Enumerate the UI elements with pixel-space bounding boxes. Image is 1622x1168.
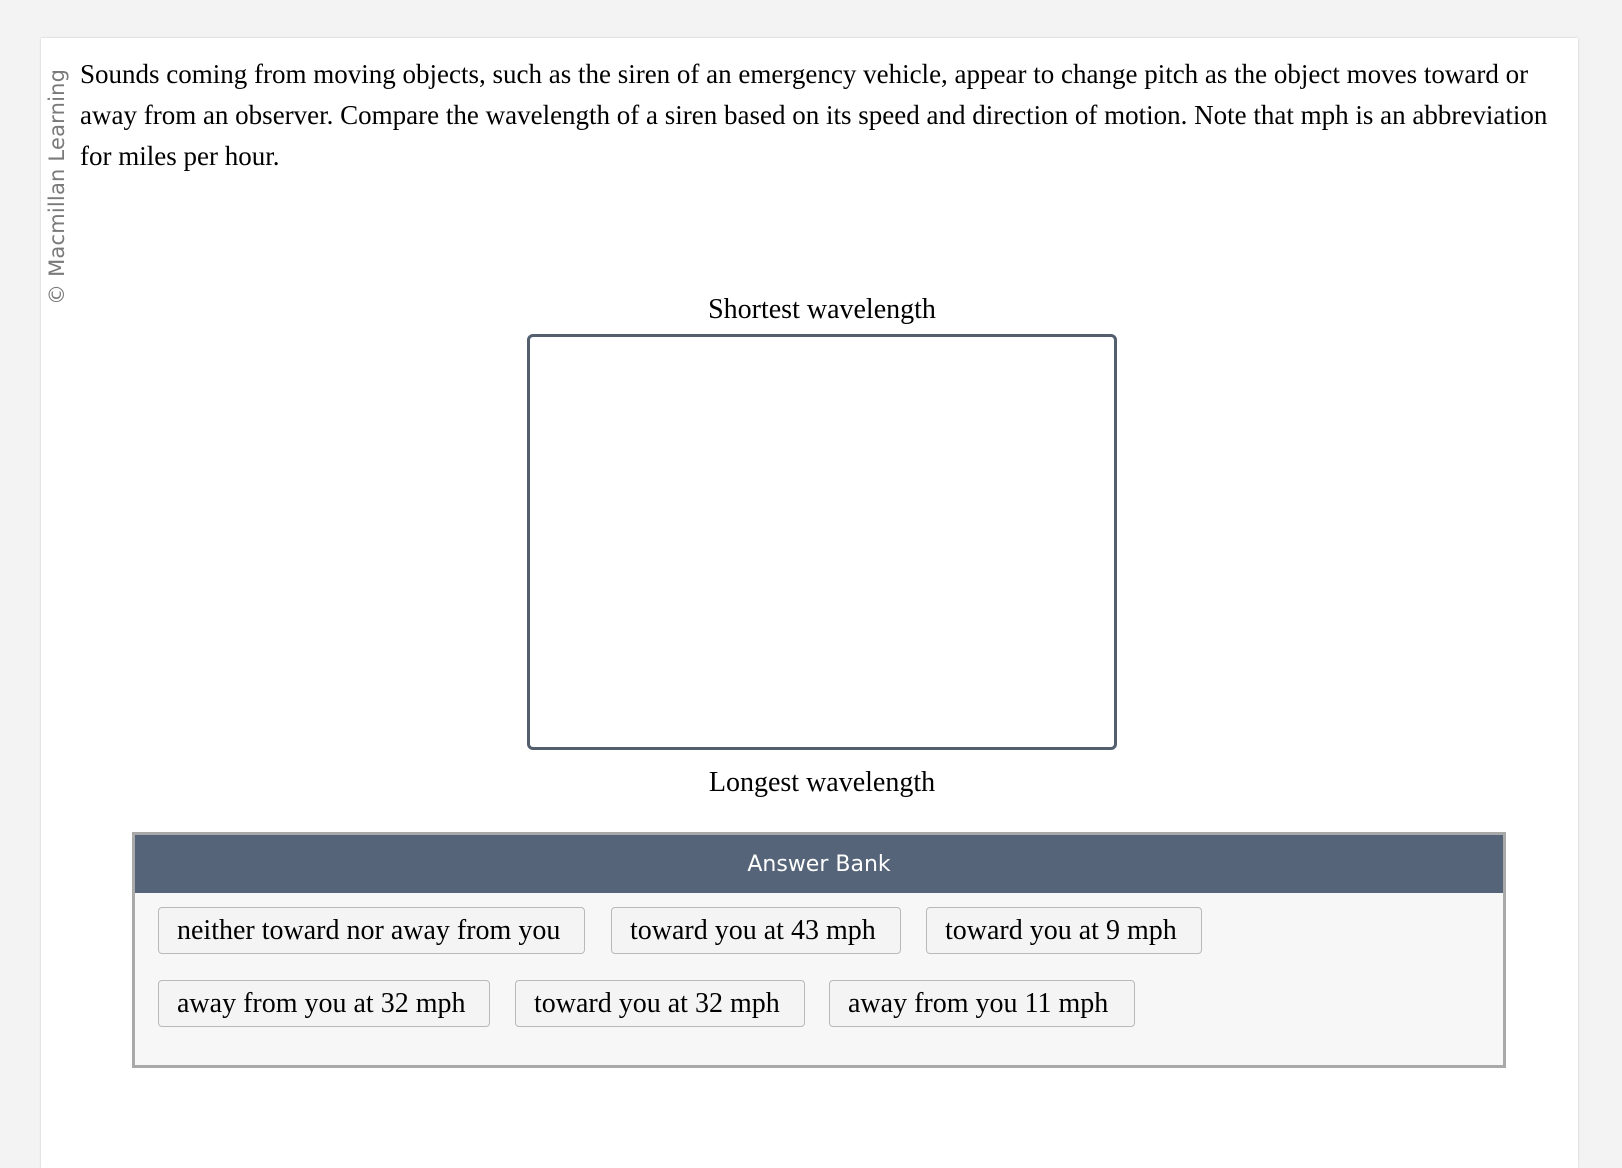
shortest-wavelength-label: Shortest wavelength [708,294,936,325]
ranking-dropzone[interactable] [527,334,1117,750]
answer-chip[interactable]: toward you at 32 mph [515,980,805,1027]
answer-chip[interactable]: toward you at 9 mph [926,907,1202,954]
answer-chip[interactable]: neither toward nor away from you [158,907,585,954]
answer-chip[interactable]: away from you 11 mph [829,980,1135,1027]
answer-bank-title: Answer Bank [135,835,1503,893]
longest-wavelength-label: Longest wavelength [708,767,936,798]
copyright-notice: © Macmillan Learning [45,68,69,305]
answer-chip[interactable]: away from you at 32 mph [158,980,490,1027]
answer-chip[interactable]: toward you at 43 mph [611,907,901,954]
question-text: Sounds coming from moving objects, such as the siren of an emergency vehicle, appear to change pitch as the object moves toward or away from an observer. Compare the wavelength of a siren based on its speed and direction of motion. Note that mph is an abbreviation for miles per hour. [80,59,1548,171]
